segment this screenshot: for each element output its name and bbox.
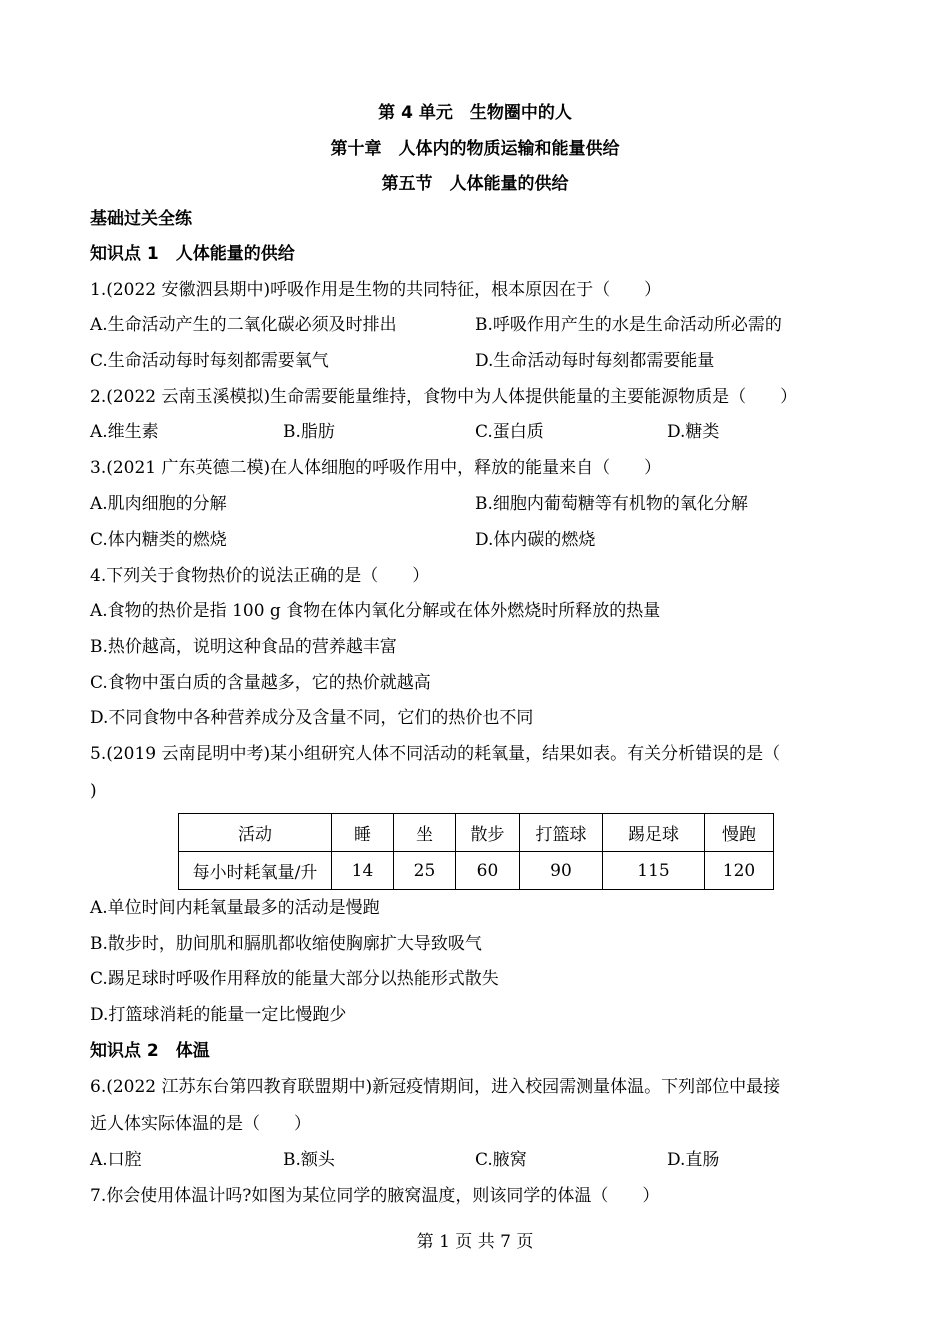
- q4-stem: 4.下列关于食物热价的说法正确的是（ ）: [90, 566, 430, 586]
- q4-option-a: A.食物的热价是指 100 g 食物在体内氧化分解或在体外燃烧时所释放的热量: [90, 601, 661, 621]
- q3-option-c: C.体内糖类的燃烧: [90, 530, 227, 550]
- q6-option-c: C.腋窝: [475, 1150, 527, 1170]
- q5-option-b: B.散步时，肋间肌和膈肌都收缩使胸廓扩大导致吸气: [90, 934, 482, 954]
- table-cell: 14: [332, 852, 394, 890]
- q4-option-d: D.不同食物中各种营养成分及含量不同，它们的热价也不同: [90, 708, 534, 728]
- q2-stem: 2.(2022 云南玉溪模拟)生命需要能量维持，食物中为人体提供能量的主要能源物质是（ ）: [90, 387, 798, 407]
- q5-stem-line2: ): [90, 781, 97, 801]
- q3-stem: 3.(2021 广东英德二模)在人体细胞的呼吸作用中，释放的能量来自（ ）: [90, 458, 662, 478]
- table-data-row: [179, 852, 774, 890]
- section-title: 第五节 人体能量的供给: [381, 174, 569, 194]
- knowledge-point-2: 知识点 2 体温: [90, 1041, 210, 1061]
- table-cell: 90: [520, 852, 603, 890]
- q6-stem-line1: 6.(2022 江苏东台第四教育联盟期中)新冠疫情期间，进入校园需测量体温。下列部位中最接: [90, 1077, 781, 1097]
- q5-option-c: C.踢足球时呼吸作用释放的能量大部分以热能形式散失: [90, 969, 499, 989]
- knowledge-point-1: 知识点 1 人体能量的供给: [90, 244, 295, 264]
- table-header-cell: 踢足球: [603, 814, 705, 852]
- q3-option-b: B.细胞内葡萄糖等有机物的氧化分解: [475, 494, 748, 514]
- practice-heading: 基础过关全练: [90, 209, 192, 229]
- table-header-cell: 活动: [179, 814, 332, 852]
- q2-option-c: C.蛋白质: [475, 422, 544, 442]
- q5-stem-line1: 5.(2019 云南昆明中考)某小组研究人体不同活动的耗氧量，结果如表。有关分析错误的是（: [90, 744, 781, 764]
- q1-option-d: D.生命活动每时每刻都需要能量: [475, 351, 715, 371]
- q3-option-a: A.肌肉细胞的分解: [90, 494, 227, 514]
- table-header-cell: 睡: [332, 814, 394, 852]
- table-header-cell: 坐: [394, 814, 456, 852]
- q2-option-d: D.糖类: [667, 422, 720, 442]
- table-header-row: [179, 814, 774, 852]
- q2-option-a: A.维生素: [90, 422, 159, 442]
- table-cell: 60: [456, 852, 520, 890]
- q6-option-a: A.口腔: [90, 1150, 142, 1170]
- unit-title: 第 4 单元 生物圈中的人: [378, 103, 572, 123]
- table-header-cell: 打篮球: [520, 814, 603, 852]
- q1-stem: 1.(2022 安徽泗县期中)呼吸作用是生物的共同特征，根本原因在于（ ）: [90, 280, 662, 300]
- table-cell: 25: [394, 852, 456, 890]
- oxygen-consumption-table: [178, 813, 774, 890]
- q4-option-c: C.食物中蛋白质的含量越多，它的热价就越高: [90, 673, 431, 693]
- q6-option-d: D.直肠: [667, 1150, 720, 1170]
- q1-option-b: B.呼吸作用产生的水是生命活动所必需的: [475, 315, 782, 335]
- table-cell: 115: [603, 852, 705, 890]
- table-header-cell: 慢跑: [705, 814, 774, 852]
- chapter-title: 第十章 人体内的物质运输和能量供给: [330, 139, 620, 159]
- table-cell: 120: [705, 852, 774, 890]
- q5-option-a: A.单位时间内耗氧量最多的活动是慢跑: [90, 898, 380, 918]
- q5-option-d: D.打篮球消耗的能量一定比慢跑少: [90, 1005, 347, 1025]
- page-footer: 第 1 页 共 7 页: [416, 1232, 534, 1252]
- q6-stem-line2: 近人体实际体温的是（ ）: [90, 1114, 311, 1134]
- q2-option-b: B.脂肪: [283, 422, 335, 442]
- q1-option-a: A.生命活动产生的二氧化碳必须及时排出: [90, 315, 397, 335]
- q7-stem: 7.你会使用体温计吗?如图为某位同学的腋窝温度，则该同学的体温（ ）: [90, 1186, 660, 1206]
- q1-option-c: C.生命活动每时每刻都需要氧气: [90, 351, 329, 371]
- table-cell: 每小时耗氧量/升: [179, 852, 332, 890]
- q4-option-b: B.热价越高，说明这种食品的营养越丰富: [90, 637, 397, 657]
- q3-option-d: D.体内碳的燃烧: [475, 530, 596, 550]
- table-header-cell: 散步: [456, 814, 520, 852]
- q6-option-b: B.额头: [283, 1150, 335, 1170]
